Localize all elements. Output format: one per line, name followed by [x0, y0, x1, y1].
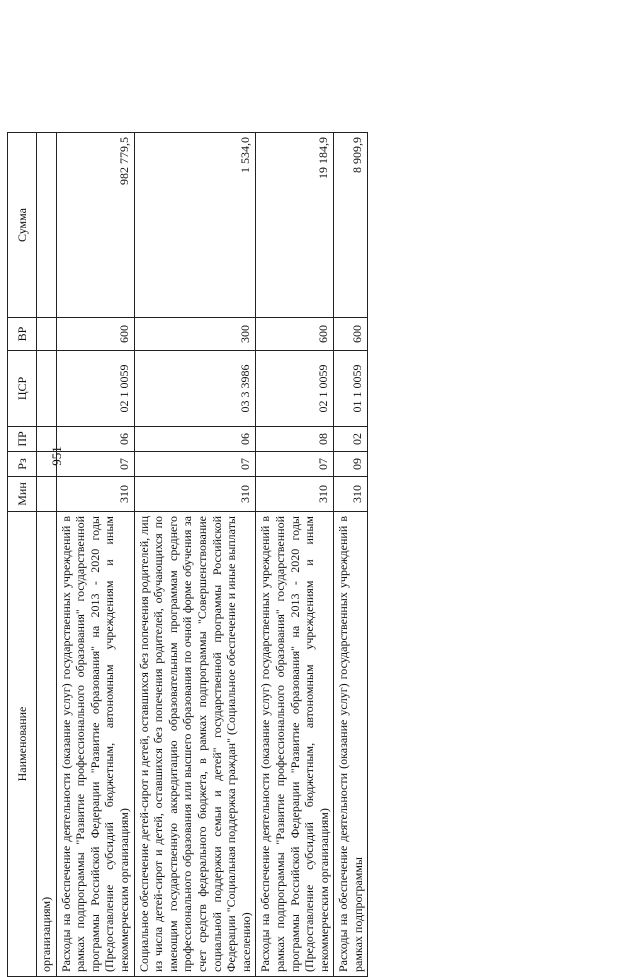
row-name: Расходы на обеспечение деятельности (оказание услуг) государственных учреждений в рамках подпрограммы	[334, 512, 368, 977]
header-csr: ЦСР	[8, 351, 37, 427]
row-min: 310	[134, 477, 256, 512]
row-sum: 19 184,9	[256, 133, 334, 318]
row-pr	[37, 427, 57, 452]
header-pr: ПР	[8, 427, 37, 452]
row-rz: 07	[56, 452, 134, 477]
header-min: Мин	[8, 477, 37, 512]
row-rz	[37, 452, 57, 477]
row-vr	[37, 318, 57, 351]
table-row	[334, 133, 368, 977]
row-csr: 01 1 0059	[334, 351, 368, 427]
row-sum: 8 909,9	[334, 133, 368, 318]
row-vr: 600	[56, 318, 134, 351]
row-rz: 07	[134, 452, 256, 477]
row-name: организациям)	[37, 512, 57, 977]
row-name: Расходы на обеспечение деятельности (оказание услуг) государственных учреждений в рамках подпрограммы "Развитие профессионального образования" государственной программы Российской Федерации "Развитие образования" на 2013 - 2020 годы (Предоставление субсидий бюджетным, автономным учреждениям и иным некоммерческим организациям)	[256, 512, 334, 977]
row-rz: 09	[334, 452, 368, 477]
row-vr: 300	[134, 318, 256, 351]
row-name: Социальное обеспечение детей-сирот и детей, оставшихся без попечения родителей, лиц из числа детей-сирот и детей, оставшихся без попечения родителей, обучающихся по имеющим государственную аккредитацию образовательным программам среднего профессионального образования или высшего образования по очной форме обучения за счет средств федерального бюджета, в рамках подпрограммы "Совершенствование социальной поддержки семьи и детей" государственной программы Российской Федерации "Социальная поддержка граждан" (Социальное обеспечение и иные выплаты населению)	[134, 512, 256, 977]
header-vr: ВР	[8, 318, 37, 351]
header-name: Наименование	[8, 512, 37, 977]
header-sum: Сумма	[8, 133, 37, 318]
row-vr: 600	[334, 318, 368, 351]
header-rz: Рз	[8, 452, 37, 477]
budget-table	[7, 132, 368, 977]
row-csr: 02 1 0059	[56, 351, 134, 427]
row-pr: 06	[56, 427, 134, 452]
row-rz: 07	[256, 452, 334, 477]
row-min	[37, 477, 57, 512]
row-min: 310	[256, 477, 334, 512]
page-number: 951	[49, 446, 64, 466]
table-row	[37, 133, 57, 977]
row-min: 310	[334, 477, 368, 512]
row-csr	[37, 351, 57, 427]
table-row	[256, 133, 334, 977]
row-csr: 03 3 3986	[134, 351, 256, 427]
row-sum	[37, 133, 57, 318]
rotated-table-page	[7, 133, 535, 977]
header-row	[8, 133, 37, 977]
row-sum: 1 534,0	[134, 133, 256, 318]
row-name: Расходы на обеспечение деятельности (оказание услуг) государственных учреждений в рамках подпрограммы "Развитие профессионального образования" государственной программы Российской Федерации "Развитие образования" на 2013 - 2020 годы (Предоставление субсидий бюджетным, автономным учреждениям и иным некоммерческим организациям)	[56, 512, 134, 977]
row-sum: 982 779,5	[56, 133, 134, 318]
row-pr: 06	[134, 427, 256, 452]
table-row	[134, 133, 256, 977]
row-csr: 02 1 0059	[256, 351, 334, 427]
row-vr: 600	[256, 318, 334, 351]
row-pr: 08	[256, 427, 334, 452]
row-min: 310	[56, 477, 134, 512]
table-row	[56, 133, 134, 977]
row-pr: 02	[334, 427, 368, 452]
